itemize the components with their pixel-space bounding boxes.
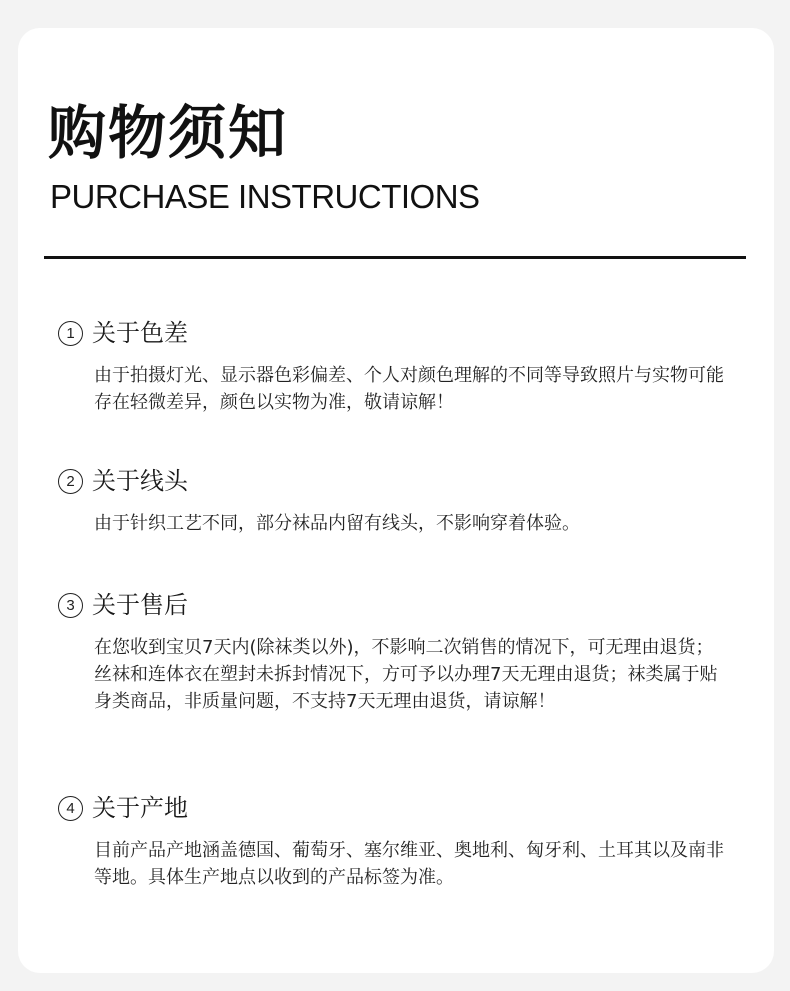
- section-title: 关于售后: [92, 591, 188, 619]
- circled-number-4: 4: [58, 796, 83, 821]
- header-divider: [44, 256, 746, 259]
- circled-number-2: 2: [58, 469, 83, 494]
- section-body: 由于拍摄灯光、显示器色彩偏差、个人对颜色理解的不同等导致照片与实物可能存在轻微差异，颜色以实物为准，敬请谅解！: [94, 365, 724, 413]
- section-heading: [58, 464, 738, 498]
- section-after-sales: [58, 588, 738, 715]
- section-title: 关于色差: [92, 319, 188, 347]
- section-body: 在您收到宝贝7天内(除袜类以外)，不影响二次销售的情况下，可无理由退货；丝袜和连体衣在塑封未拆封情况下，方可予以办理7天无理由退货；袜类属于贴身类商品，非质量问题，不支持7天无理由退货，请谅解！: [94, 637, 718, 712]
- section-loose-threads: [58, 464, 738, 537]
- circled-number-3: 3: [58, 593, 83, 618]
- section-title: 关于线头: [92, 467, 188, 495]
- section-origin: [58, 791, 738, 891]
- section-heading: [58, 588, 738, 622]
- section-title: 关于产地: [92, 794, 188, 822]
- section-body: 目前产品产地涵盖德国、葡萄牙、塞尔维亚、奥地利、匈牙利、土耳其以及南非等地。具体生产地点以收到的产品标签为准。: [94, 840, 724, 888]
- section-body: 由于针织工艺不同，部分袜品内留有线头，不影响穿着体验。: [94, 513, 580, 534]
- section-heading: [58, 316, 738, 350]
- section-heading: [58, 791, 738, 825]
- page-title: 购物须知: [48, 99, 289, 167]
- page-subtitle: PURCHASE INSTRUCTIONS: [50, 178, 480, 215]
- section-color-difference: [58, 316, 738, 416]
- circled-number-1: 1: [58, 321, 83, 346]
